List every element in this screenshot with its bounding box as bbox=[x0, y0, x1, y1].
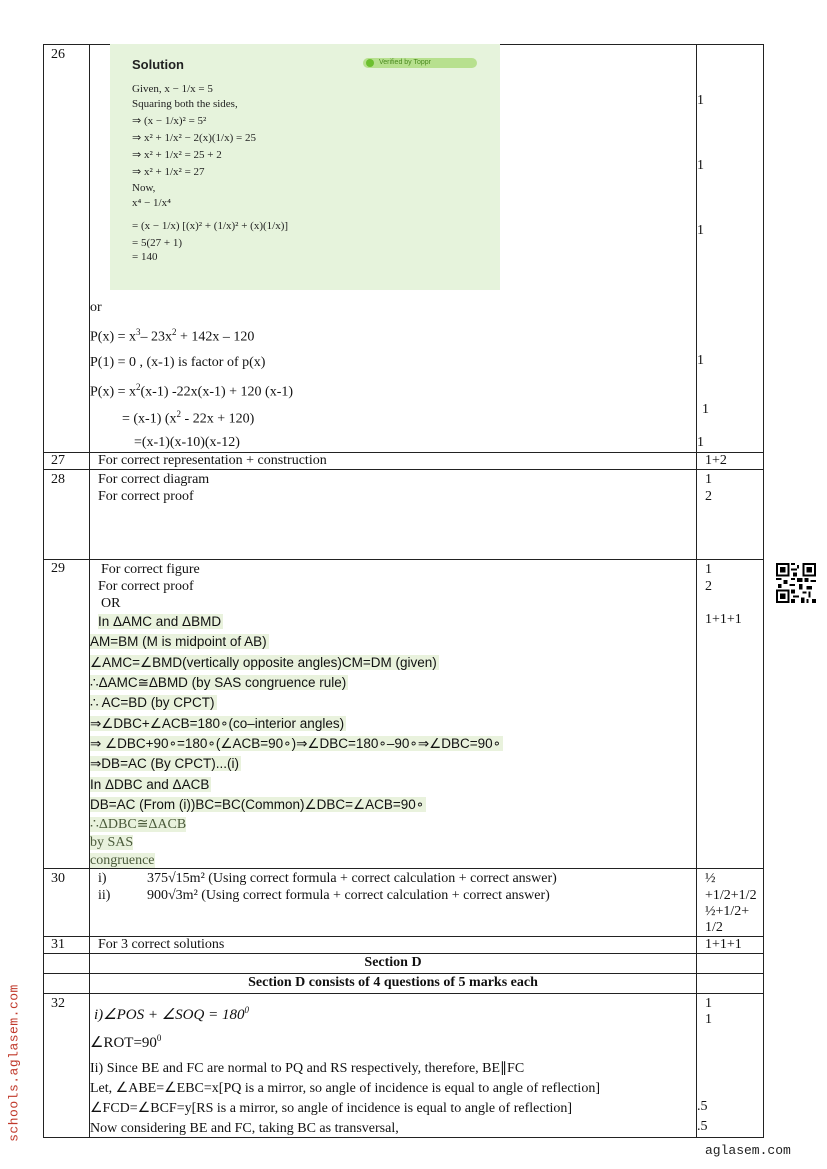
solution-line: ⇒ x² + 1/x² − 2(x)(1/x) = 25 bbox=[132, 132, 256, 144]
proof-line: ∴ΔDBC≅ΔACB bbox=[90, 817, 187, 832]
answer-text: For correct proof bbox=[98, 489, 194, 504]
proof-line: ∴ΔAMC≅ΔBMD (by SAS congruence rule) bbox=[90, 675, 347, 690]
equation-line: = (x-1) $(x^2 - 22x + 120)$ bbox=[122, 409, 255, 427]
proof-line: AM=BM (M is midpoint of AB) bbox=[90, 634, 267, 649]
marks-value: 2 bbox=[705, 489, 712, 504]
question-number: 32 bbox=[51, 996, 65, 1011]
proof-line: ⇒ ∠DBC+90∘=180∘(∠ACB=90∘)⇒∠DBC=180∘–90∘⇒∠DBC=90∘ bbox=[90, 736, 502, 751]
answer-text: 375√15m² (Using correct formula + correct calculation + correct answer) bbox=[147, 871, 557, 886]
marks-value: 1+1+1 bbox=[705, 612, 742, 627]
question-number: 31 bbox=[51, 937, 65, 952]
proof-line: ⇒∠DBC+∠ACB=180∘(co–interior angles) bbox=[90, 716, 345, 731]
proof-line: In ΔDBC and ΔACB bbox=[90, 777, 210, 792]
answer-text: For correct representation + construction bbox=[98, 453, 327, 468]
question-number: 30 bbox=[51, 871, 65, 886]
section-subtitle: Section D consists of 4 questions of 5 marks each bbox=[248, 975, 538, 990]
answer-text: OR bbox=[101, 596, 121, 611]
verified-badge bbox=[363, 58, 477, 68]
proof-line: In ΔAMC and ΔBMD bbox=[98, 614, 222, 629]
marks-value: 1 bbox=[697, 158, 704, 173]
solution-line: Given, x − 1/x = 5 bbox=[132, 83, 213, 95]
solution-line: ⇒ x² + 1/x² = 25 + 2 bbox=[132, 149, 222, 161]
question-number: 29 bbox=[51, 561, 65, 576]
answer-text: Ii) Since BE and FC are normal to PQ and RS respectively, therefore, BE∥FC bbox=[90, 1061, 525, 1076]
badge-label: Verified by Toppr bbox=[379, 59, 432, 66]
proof-line: ⇒DB=AC (By CPCT)...(i) bbox=[90, 756, 239, 771]
marks-value: 1 bbox=[705, 996, 712, 1011]
marks-value: 1 bbox=[702, 402, 709, 417]
solution-line: ⇒ (x − 1/x)² = 5² bbox=[132, 115, 207, 127]
proof-line: ∠AMC=∠BMD(vertically opposite angles)CM=DM (given) bbox=[90, 655, 437, 670]
proof-line: congruence bbox=[90, 853, 155, 868]
solution-line: Squaring both the sides, bbox=[132, 98, 238, 110]
solution-line: ⇒ x² + 1/x² = 27 bbox=[132, 166, 205, 178]
marks-value: ½+1/2+ bbox=[705, 904, 750, 919]
proof-line: DB=AC (From (i))BC=BC(Common)∠DBC=∠ACB=90∘ bbox=[90, 797, 425, 812]
question-number: 26 bbox=[51, 47, 65, 62]
answer-text: ∠FCD=∠BCF=y[RS is a mirror, so angle of incidence is equal to angle of reflection] bbox=[90, 1101, 573, 1116]
marks-value: 1 bbox=[697, 223, 704, 238]
bottom-watermark: aglasem.com bbox=[705, 1143, 791, 1158]
solution-line: = 5(27 + 1) bbox=[132, 237, 182, 249]
marks-value: 1 bbox=[705, 472, 712, 487]
row-line bbox=[43, 1137, 764, 1138]
roman-numeral: ii) bbox=[98, 888, 111, 903]
row-line bbox=[43, 953, 764, 954]
marks-value: 1+1+1 bbox=[705, 937, 742, 952]
solution-image bbox=[110, 44, 500, 290]
answer-text: For correct figure bbox=[101, 562, 200, 577]
answer-text: Let, ∠ABE=∠EBC=x[PQ is a mirror, so angle of incidence is equal to angle of reflection] bbox=[90, 1081, 600, 1096]
row-line bbox=[43, 973, 764, 974]
answer-text: For correct proof bbox=[98, 579, 194, 594]
marks-value: 1 bbox=[697, 353, 704, 368]
question-number: 27 bbox=[51, 453, 65, 468]
question-number: 28 bbox=[51, 472, 65, 487]
equation-line: i)∠POS + ∠SOQ = $180^0$ bbox=[94, 1005, 249, 1023]
solution-line: = (x − 1/x) [(x)² + (1/x)² + (x)(1/x)] bbox=[132, 220, 289, 232]
equation-line: $P(x) = x^3-$ $23x^2 + 142x - 120$ bbox=[90, 327, 255, 345]
answer-text: Now considering BE and FC, taking BC as transversal, bbox=[90, 1121, 399, 1136]
equation-line: =(x-1)(x-10)(x-12) bbox=[134, 435, 240, 450]
proof-line: by SAS bbox=[90, 835, 134, 850]
answer-text: For correct diagram bbox=[98, 472, 210, 487]
proof-line: ∴ AC=BD (by CPCT) bbox=[90, 695, 215, 710]
row-line bbox=[43, 993, 764, 994]
row-line bbox=[43, 559, 764, 560]
solution-title: Solution bbox=[132, 57, 184, 72]
or-label: or bbox=[90, 300, 102, 315]
marks-value: .5 bbox=[697, 1119, 708, 1134]
marks-value: 1+2 bbox=[705, 453, 727, 468]
section-title: Section D bbox=[364, 955, 422, 970]
equation-line: $P(x) = x^2(x-1) -22x(x-1) + 120$ (x-1) bbox=[90, 382, 294, 400]
row-line bbox=[43, 868, 764, 869]
row-line bbox=[43, 469, 764, 470]
marks-value: 1 bbox=[697, 435, 704, 450]
marks-value: 1/2 bbox=[705, 920, 723, 935]
answer-text: 900√3m² (Using correct formula + correct calculation + correct answer) bbox=[147, 888, 550, 903]
equation-line: P(1) = 0 , (x-1) is factor of p(x) bbox=[90, 355, 266, 370]
side-watermark: schools.aglasem.com bbox=[6, 984, 22, 1142]
qr-code-icon bbox=[776, 563, 816, 603]
marks-value: 1 bbox=[697, 93, 704, 108]
marks-value: .5 bbox=[697, 1099, 708, 1114]
equation-line: $\angle ROT=90^0$ bbox=[90, 1033, 162, 1051]
marks-value: 1 bbox=[705, 562, 712, 577]
marks-value: 2 bbox=[705, 579, 712, 594]
solution-line: = 140 bbox=[132, 251, 158, 263]
check-icon bbox=[366, 59, 374, 67]
solution-line: x⁴ − 1/x⁴ bbox=[132, 197, 171, 209]
answer-table bbox=[43, 44, 764, 1138]
marks-value: ½ bbox=[705, 871, 716, 886]
roman-numeral: i) bbox=[98, 871, 107, 886]
answer-text: For 3 correct solutions bbox=[98, 937, 225, 952]
marks-value: +1/2+1/2 bbox=[705, 888, 757, 903]
solution-line: Now, bbox=[132, 182, 156, 194]
marks-value: 1 bbox=[705, 1012, 712, 1027]
